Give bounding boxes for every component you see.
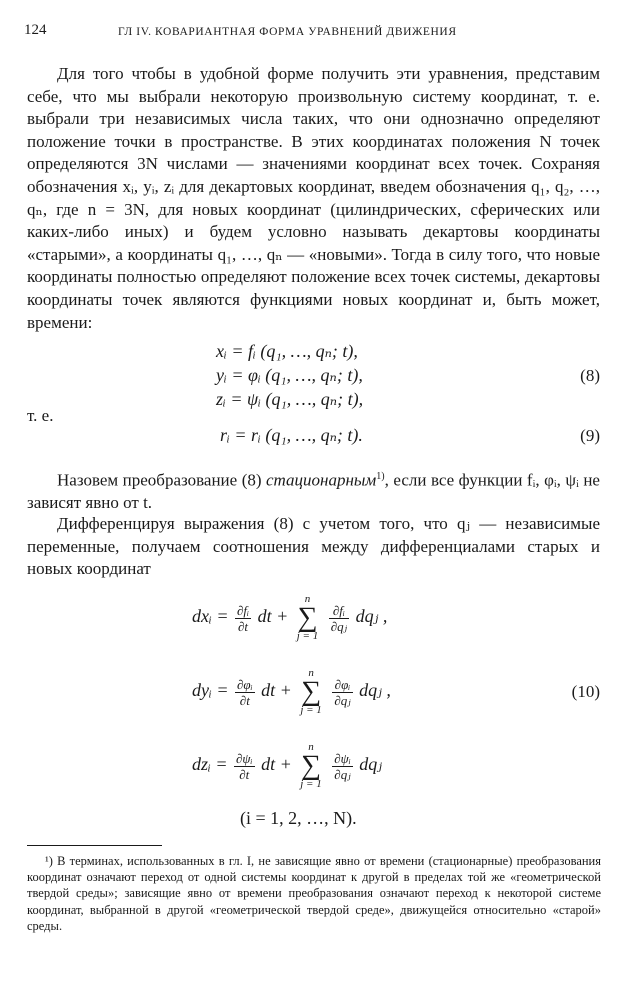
footnote: ¹) В терминах, использованных в гл. I, не зависящие явно от времени (стационарные) преобразования координат означают переход от одной системы координат к другой в пределах той же «геометрической твердой среды»; зависящие явно от времени преобразования означают переход к некоторой системе координат, выбранной в другой «геометрической твердой среде», движущейся относительно «старой» среды.	[27, 854, 601, 933]
equation-8-line-2: yᵢ = φᵢ (q₁, …, qₙ; t),	[216, 365, 363, 385]
lhs-dz: dzᵢ =	[192, 754, 228, 775]
footnote-divider	[27, 845, 162, 846]
equation-10-line-1	[192, 594, 387, 642]
fraction-dphi-dt: $\frac{\text{∂φᵢ}}{\partial t}$	[236, 676, 253, 708]
dt-term: dt +	[261, 680, 292, 701]
dt-term: dt +	[257, 606, 289, 627]
equation-8-line-1: xᵢ = fᵢ (q₁, …, qₙ; t),	[216, 341, 358, 361]
fraction-dpsi-dq: $\frac{\text{∂ψᵢ}}{\text{∂qⱼ}}$	[334, 750, 351, 782]
paragraph-intro: Для того чтобы в удобной форме получить эти уравнения, представим себе, что мы выбрали некоторую произвольную систему координат, т. е. выбрали три независимых числа таких, что они однозначно определяют положение точки в пространстве. В этих координатах положения N точек определяются 3N числами — значениями координат всех точек. Сохраняя обозначения xᵢ, yᵢ, zᵢ для декартовых координат, введем обозначения q₁, q₂, …, qₙ, где n = 3N, для новых координат (цилиндрических, сферических или каких-либо иных) и будем условно называть декартовы координаты «старыми», а координаты q₁, …, qₙ — «новыми». Тогда в силу того, что новые координаты полностью определяют положение всех точек системы, декартовы координаты точек являются функциями новых координат и, быть может, времени:	[27, 64, 600, 332]
summation: n ∑ j = 1	[296, 593, 319, 642]
dt-term: dt +	[261, 754, 292, 775]
lhs-dx: dxᵢ =	[192, 606, 229, 627]
fraction-df-dq: $\frac{\text{∂fᵢ}}{\text{∂qⱼ}}$	[330, 602, 348, 634]
fraction-dpsi-dt: $\frac{\text{∂ψᵢ}}{\partial t}$	[236, 750, 253, 782]
fraction-df-dt: $\frac{\text{∂fᵢ}}{\partial t}$	[236, 602, 250, 634]
equation-9: rᵢ = rᵢ (q₁, …, qₙ; t).	[220, 425, 363, 445]
page-header	[24, 22, 608, 42]
paragraph-stationary-before: Назовем преобразование (8)	[57, 470, 267, 490]
paragraph-stationary	[27, 466, 600, 515]
index-range: (i = 1, 2, …, N).	[240, 808, 357, 828]
equation-number-8: (8)	[580, 366, 600, 385]
summation: n ∑ j = 1	[300, 741, 322, 790]
equation-10-line-3	[192, 742, 382, 790]
running-title: ГЛ IV. КОВАРИАНТНАЯ ФОРМА УРАВНЕНИЙ ДВИЖЕНИЯ	[118, 26, 457, 38]
paragraph-stationary-after: , если все функции fᵢ, φᵢ, ψᵢ не зависят явно от t.	[27, 470, 600, 513]
summation: n ∑ j = 1	[300, 667, 322, 716]
te-label: т. е.	[27, 406, 54, 425]
paragraph-differentiating: Дифференцируя выражения (8) с учетом того, что qⱼ — независимые переменные, получаем соотношения между дифференциалами старых и новых координат	[27, 514, 600, 579]
equation-10-line-2	[192, 668, 391, 716]
lhs-dy: dyᵢ =	[192, 680, 229, 701]
footnote-marker: 1)	[376, 471, 385, 482]
equation-8-line-3: zᵢ = ψᵢ (q₁, …, qₙ; t),	[216, 389, 364, 409]
stationary-term: стационарным	[266, 470, 377, 490]
fraction-dphi-dq: $\frac{\text{∂φᵢ}}{\text{∂qⱼ}}$	[334, 676, 351, 708]
page-number: 124	[24, 22, 47, 38]
equation-number-10: (10)	[571, 682, 600, 701]
dq-term: dqⱼ ,	[355, 606, 388, 627]
equation-number-9: (9)	[580, 426, 600, 445]
dq-term: dqⱼ	[359, 754, 383, 775]
dq-term: dqⱼ ,	[359, 680, 391, 701]
